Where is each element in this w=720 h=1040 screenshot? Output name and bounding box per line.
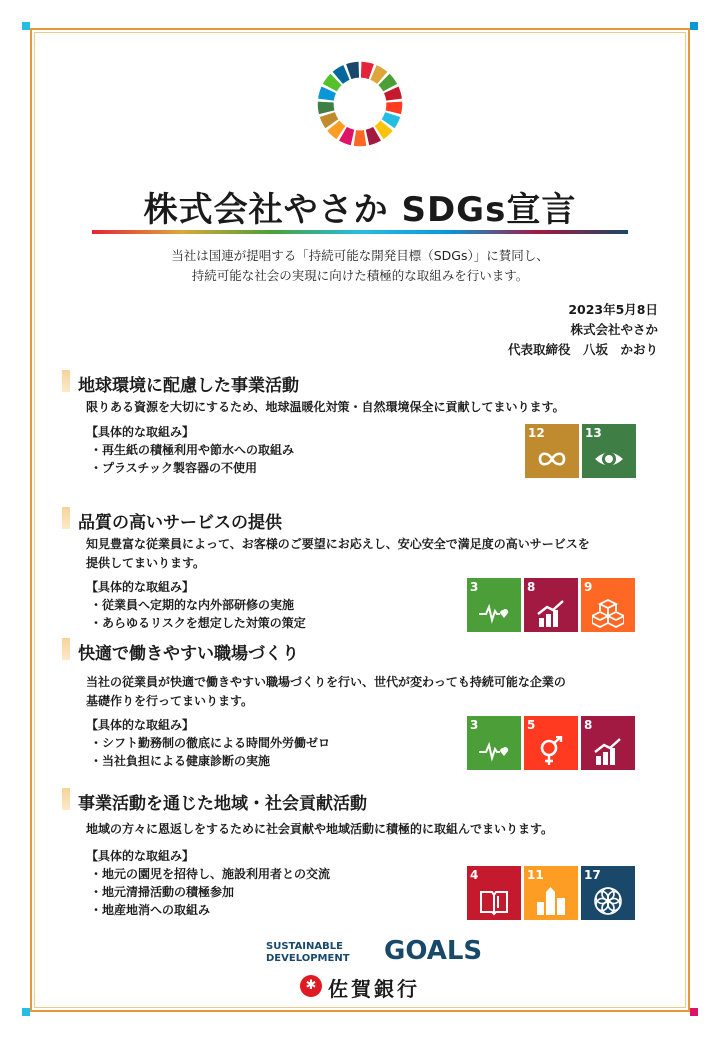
corner-mark — [22, 1008, 30, 1016]
company-name: 株式会社やさか — [570, 322, 658, 337]
section-item: ・従業員へ定期的な内外部研修の実施 — [90, 598, 295, 612]
section-desc-line: 地域の方々に恩返しをするために社会貢献や地域活動に積極的に取組んでまいります。 — [86, 822, 554, 836]
goal-12-tile — [525, 424, 579, 478]
section-desc-line: 基礎作りを行ってまいります。 — [86, 694, 254, 708]
goal-icons — [467, 866, 635, 920]
section-item: ・あらゆるリスクを想定した対策の策定 — [90, 616, 306, 630]
section-title: 事業活動を通じた地域・社会貢献活動 — [78, 794, 367, 814]
section-desc — [86, 398, 646, 417]
flower-rings-icon — [592, 886, 624, 916]
goal-icons — [467, 716, 635, 770]
goal-number: 8 — [584, 718, 593, 732]
goal-3-tile — [467, 578, 521, 632]
heartbeat-icon — [478, 598, 510, 628]
goal-5-tile — [524, 716, 578, 770]
goal-3-tile — [467, 716, 521, 770]
section-item: ・地産地消への取組み — [90, 903, 211, 917]
growth-chart-icon — [535, 598, 567, 628]
wheel-segment — [354, 130, 367, 146]
wheel-segment — [318, 102, 335, 115]
section-marker — [62, 370, 70, 392]
goal-8-tile — [581, 716, 635, 770]
goal-11-tile — [524, 866, 578, 920]
section-item: ・地元の園児を招待し、施設利用者との交流 — [90, 867, 331, 881]
section-desc — [86, 820, 646, 839]
eye-globe-icon — [593, 444, 625, 474]
section-subhead: 【具体的な取組み】 — [86, 849, 195, 863]
wheel-segment — [386, 102, 403, 115]
title-underline — [92, 230, 628, 234]
goal-number: 4 — [470, 868, 479, 882]
section-item: ・再生紙の積極利用や節水への取組み — [90, 443, 295, 457]
declaration-date: 2023年5月8日 — [568, 302, 658, 317]
goal-number: 3 — [470, 718, 479, 732]
section-marker — [62, 638, 70, 660]
sdgs-wheel-icon — [316, 60, 404, 148]
corner-mark — [22, 22, 30, 30]
heartbeat-icon — [478, 736, 510, 766]
gender-icon — [535, 736, 567, 766]
section-desc — [86, 673, 646, 711]
section-desc-line: 当社の従業員が快適で働きやすい職場づくりを行い、世代が変わっても持続可能な企業の — [86, 675, 566, 689]
goal-8-tile — [524, 578, 578, 632]
bank-name: 佐賀銀行 — [328, 977, 420, 1001]
goal-number: 13 — [585, 426, 602, 440]
intro-line-2: 持続可能な社会の実現に向けた積極的な取組みを行います。 — [191, 268, 529, 283]
section-marker — [62, 788, 70, 810]
section-desc-line: 提供してまいります。 — [86, 556, 206, 570]
goal-number: 17 — [584, 868, 601, 882]
goal-number: 11 — [527, 868, 544, 882]
goal-4-tile — [467, 866, 521, 920]
goal-number: 12 — [528, 426, 545, 440]
goal-icons — [525, 424, 636, 478]
section-title: 快適で働きやすい職場づくり — [78, 644, 299, 664]
intro-line-1: 当社は国連が提唱する「持続可能な開発目標（SDGs）」に賛同し、 — [171, 248, 549, 263]
goal-number: 8 — [527, 580, 536, 594]
sdgs-logo-line: DEVELOPMENT — [266, 953, 350, 964]
goal-icons — [467, 578, 635, 632]
city-icon — [535, 886, 567, 916]
section-marker — [62, 507, 70, 529]
page-title: 株式会社やさか SDGs宣言 — [143, 190, 577, 230]
section-title: 品質の高いサービスの提供 — [78, 513, 282, 533]
sdgs-goals-logo: GOALS — [384, 936, 483, 966]
bank-logo-icon: ✱ — [300, 975, 322, 997]
goal-9-tile — [581, 578, 635, 632]
section-desc-line: 知見豊富な従業員によって、お客様のご要望にお応えし、安心安全で満足度の高いサービスを — [86, 537, 590, 551]
section-subhead: 【具体的な取組み】 — [86, 580, 195, 594]
sdgs-logo-line: SUSTAINABLE — [266, 941, 343, 952]
section-title: 地球環境に配慮した事業活動 — [78, 376, 299, 396]
section-item: ・シフト勤務制の徹底による時間外労働ゼロ — [90, 736, 331, 750]
cubes-icon — [592, 598, 624, 628]
representative: 代表取締役 八坂 かおり — [507, 342, 658, 357]
corner-mark — [690, 22, 698, 30]
book-icon — [478, 886, 510, 916]
goal-number: 5 — [527, 718, 536, 732]
goal-17-tile — [581, 866, 635, 920]
goal-number: 3 — [470, 580, 479, 594]
corner-mark — [690, 1008, 698, 1016]
infinity-icon — [536, 444, 568, 474]
section-item: ・プラスチック製容器の不使用 — [90, 461, 258, 475]
section-desc — [86, 535, 646, 573]
section-subhead: 【具体的な取組み】 — [86, 425, 195, 439]
section-desc-line: 限りある資源を大切にするため、地球温暖化対策・自然環境保全に貢献してまいります。 — [86, 400, 565, 414]
section-item: ・当社負担による健康診断の実施 — [90, 754, 271, 768]
sdgs-logo-text — [266, 941, 350, 965]
goal-13-tile — [582, 424, 636, 478]
growth-chart-icon — [592, 736, 624, 766]
goal-number: 9 — [584, 580, 593, 594]
section-item: ・地元清掃活動の積極参加 — [90, 885, 235, 899]
section-subhead: 【具体的な取組み】 — [86, 718, 195, 732]
